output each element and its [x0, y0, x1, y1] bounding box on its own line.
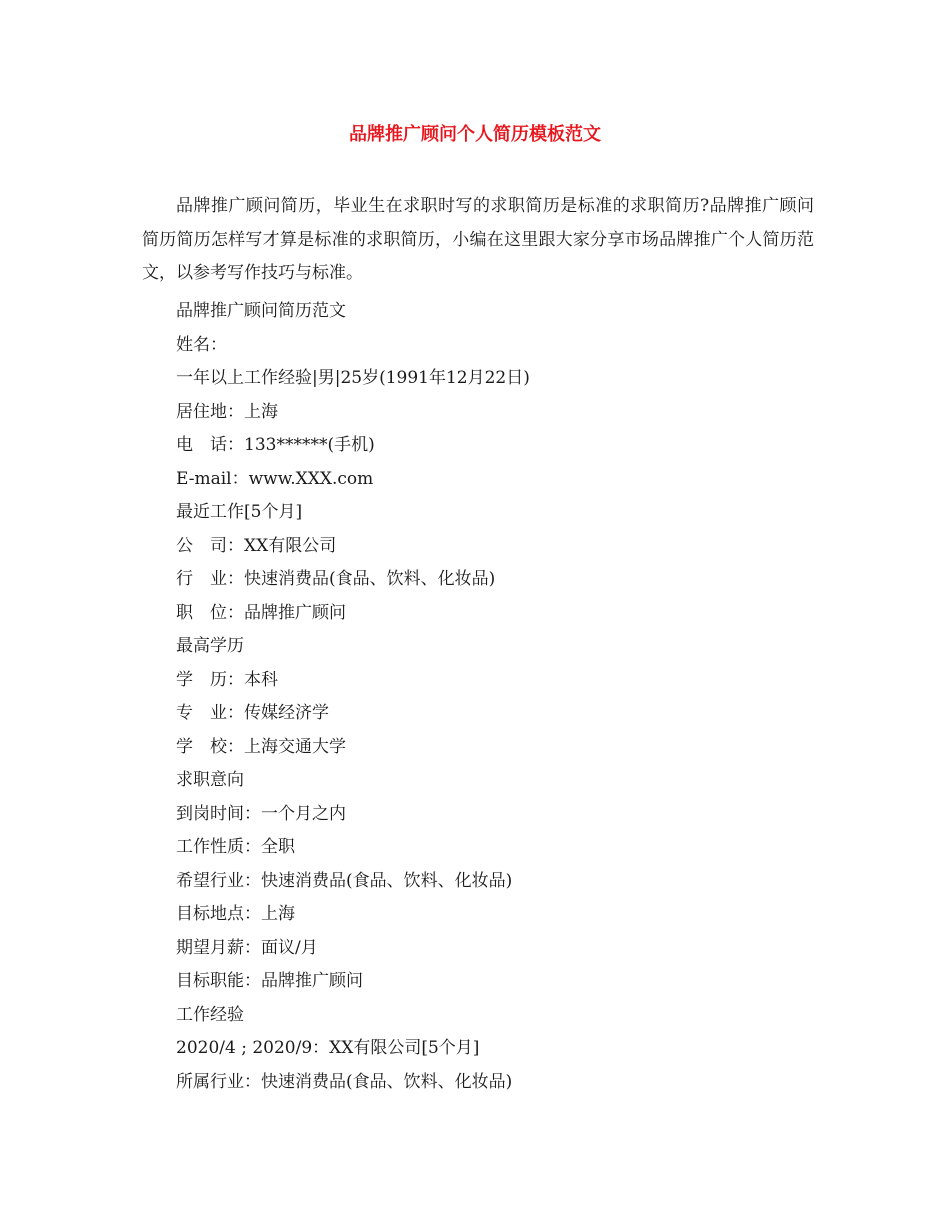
- experience-summary-line: 一年以上工作经验|男|25岁(1991年12月22日): [176, 368, 530, 388]
- company-line: 公 司：XX有限公司: [176, 535, 337, 556]
- industry-line: 行 业：快速消费品(食品、饮料、化妆品): [176, 569, 496, 589]
- residence-line: 居住地：上海: [176, 401, 278, 422]
- position-line: 职 位：品牌推广顾问: [176, 602, 346, 623]
- document-title: 品牌推广顾问个人简历模板范文: [349, 124, 601, 145]
- target-location-line: 目标地点：上海: [176, 904, 295, 924]
- job-type-line: 工作性质：全职: [176, 837, 295, 857]
- desired-industry-line: 希望行业：快速消费品(食品、饮料、化妆品): [176, 870, 513, 891]
- start-time-line: 到岗时间：一个月之内: [176, 803, 346, 824]
- section-heading-job-intent: 求职意向: [176, 770, 244, 790]
- phone-line: 电 话：133******(手机): [176, 435, 375, 455]
- work-period-line: 2020/4 ; 2020/9：XX有限公司[5个月]: [176, 1038, 480, 1058]
- major-line: 专 业：传媒经济学: [176, 703, 329, 723]
- target-function-line: 目标职能：品牌推广顾问: [176, 971, 363, 991]
- section-heading-work-experience: 工作经验: [176, 1004, 244, 1025]
- email-line: E-mail：www.XXX.com: [176, 468, 374, 489]
- section-heading-recent-work: 最近工作[5个月]: [176, 502, 303, 522]
- degree-line: 学 历：本科: [176, 669, 278, 690]
- resume-lines: [176, 295, 816, 1099]
- expected-salary-line: 期望月薪：面议/月: [176, 937, 318, 958]
- section-heading-education: 最高学历: [176, 636, 244, 656]
- intro-paragraph: 品牌推广顾问简历，毕业生在求职时写的求职简历是标准的求职简历?品牌推广顾问简历简历怎样写才算是标准的求职简历，小编在这里跟大家分享市场品牌推广个人简历范文，以参考写作技巧与标准。: [142, 196, 814, 283]
- name-line: 姓名：: [176, 334, 227, 355]
- school-line: 学 校：上海交通大学: [176, 736, 346, 757]
- work-industry-line: 所属行业：快速消费品(食品、饮料、化妆品): [176, 1071, 513, 1092]
- section-heading-resume: 品牌推广顾问简历范文: [176, 301, 346, 321]
